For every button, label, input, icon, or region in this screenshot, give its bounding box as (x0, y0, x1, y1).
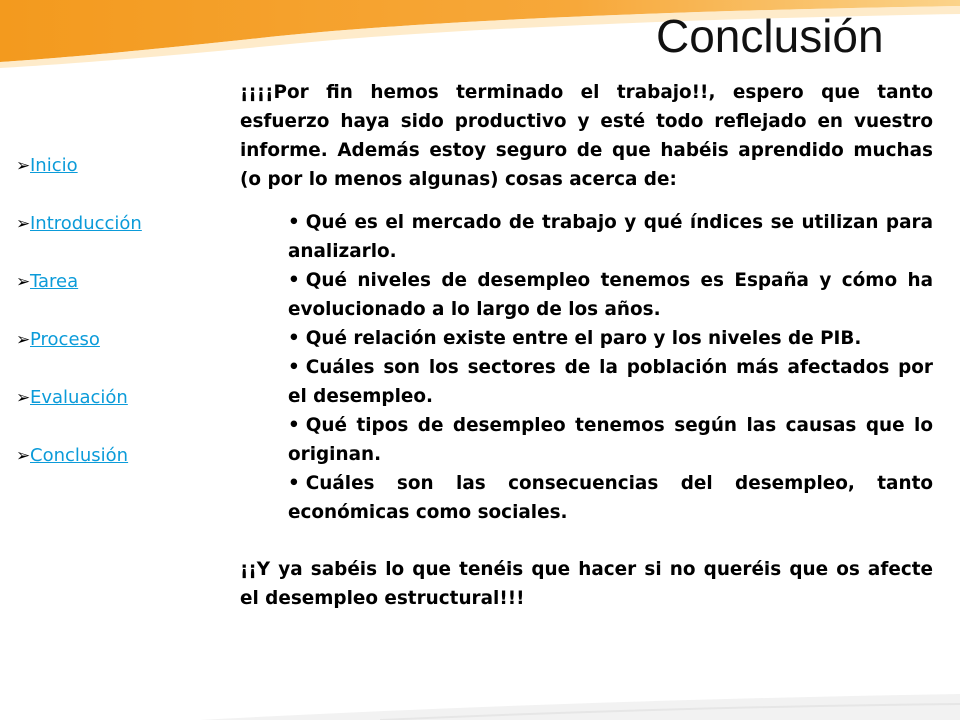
arrow-bullet-icon: ➢ (16, 330, 31, 350)
bullet-dot-icon: • (288, 328, 300, 349)
bullet-dot-icon: • (288, 473, 300, 494)
list-item-text: Qué relación existe entre el paro y los niveles de PIB. (305, 328, 862, 349)
list-item-text: Cuáles son las consecuencias del desempleo, tanto económicas como sociales. (288, 473, 933, 523)
bullet-dot-icon: • (288, 212, 300, 233)
list-item (288, 208, 933, 266)
arrow-bullet-icon: ➢ (16, 214, 31, 234)
learning-list (240, 208, 933, 527)
nav-link-conclusion[interactable]: Conclusión (30, 445, 129, 466)
list-item-text: Cuáles son los sectores de la población más afectados por el desempleo. (288, 357, 933, 407)
nav-link-tarea[interactable]: Tarea (30, 271, 79, 292)
nav-link-proceso[interactable]: Proceso (30, 329, 100, 350)
arrow-bullet-icon: ➢ (16, 272, 31, 292)
nav-link-inicio[interactable]: Inicio (30, 155, 78, 176)
list-item-text: Qué tipos de desempleo tenemos según las causas que lo originan. (288, 415, 933, 465)
list-item-text: Qué es el mercado de trabajo y qué índices se utilizan para analizarlo. (288, 212, 933, 262)
nav-item-inicio (16, 152, 142, 210)
list-item-text: Qué niveles de desempleo tenemos es España y cómo ha evolucionado a lo largo de los años. (288, 270, 933, 320)
intro-paragraph: ¡¡¡¡Por fin hemos terminado el trabajo!!, espero que tanto esfuerzo haya sido productivo y esté todo reflejado en vuestro informe. Además estoy seguro de que habéis aprendido muchas (o por lo menos algunas) cosas acerca de: (240, 82, 933, 190)
nav-link-evaluacion[interactable]: Evaluación (30, 387, 128, 408)
arrow-bullet-icon: ➢ (16, 446, 31, 466)
nav-item-evaluacion (16, 384, 142, 442)
arrow-bullet-icon: ➢ (16, 388, 31, 408)
footer-decoration (0, 630, 960, 720)
nav-item-conclusion (16, 442, 142, 500)
list-item (288, 411, 933, 469)
bullet-dot-icon: • (288, 357, 300, 378)
nav-link-introduccion[interactable]: Introducción (30, 213, 142, 234)
list-item (288, 266, 933, 324)
nav-item-tarea (16, 268, 142, 326)
list-item (288, 353, 933, 411)
conclusion-body (240, 78, 933, 613)
navigation-menu (16, 152, 142, 500)
nav-item-proceso (16, 326, 142, 384)
arrow-bullet-icon: ➢ (16, 156, 31, 176)
list-item (288, 469, 933, 527)
slide-title: Conclusión (656, 10, 884, 62)
bullet-dot-icon: • (288, 270, 300, 291)
bullet-dot-icon: • (288, 415, 300, 436)
nav-item-introduccion (16, 210, 142, 268)
list-item (288, 324, 933, 353)
closing-paragraph: ¡¡Y ya sabéis lo que tenéis que hacer si no queréis que os afecte el desempleo estructural!!! (240, 559, 933, 609)
